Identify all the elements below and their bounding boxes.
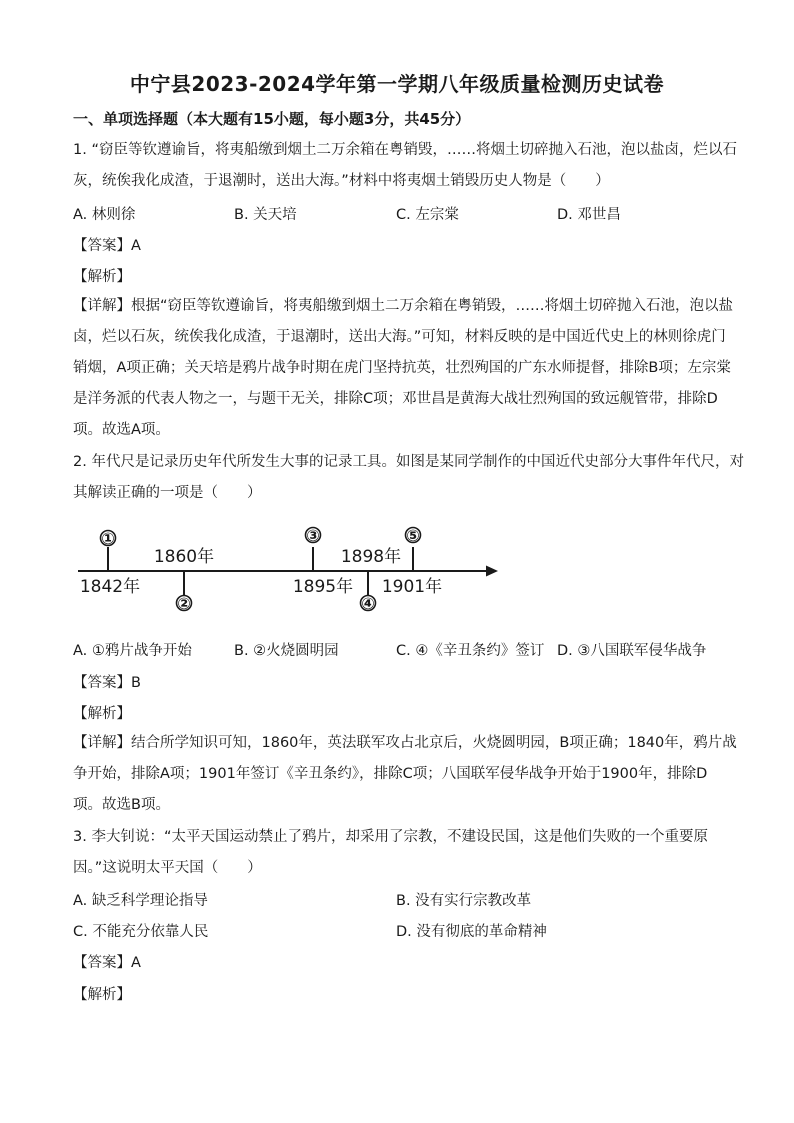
q3-option-d: D. 没有彻底的革命精神 bbox=[396, 924, 547, 940]
question-3-line-1: 3. 李大钊说：“太平天国运动禁止了鸦片，却采用了宗教，不建设民国，这是他们失败的一个重要原 bbox=[73, 829, 708, 845]
year-label-1842: 1842年 bbox=[79, 577, 141, 597]
q2-detail-line-3: 项。故选B项。 bbox=[73, 797, 170, 813]
q2-detail-line-2: 争开始，排除A项；1901年签订《辛丑条约》，排除C项；八国联军侵华战争开始于1900年，排除D bbox=[73, 766, 708, 782]
q1-option-d: D. 邓世昌 bbox=[557, 207, 621, 223]
answer-value: B bbox=[131, 675, 141, 691]
q2-option-c: C. ④《辛丑条约》签订 bbox=[396, 643, 545, 659]
q1-detail-line-2: 卤，烂以石灰，统俟我化成渣，于退潮时，送出大海。”可知，材料反映的是中国近代史上的林则徐虎门 bbox=[73, 329, 726, 345]
detail-text: 根据“窃臣等钦遵谕旨，将夷船缴到烟土二万余箱在粤销毁，……将烟土切碎抛入石池，泡以盐 bbox=[131, 298, 734, 314]
detail-label: 【详解】 bbox=[73, 298, 131, 314]
page-title: 中宁县2023-2024学年第一学期八年级质量检测历史试卷 bbox=[129, 72, 665, 96]
answer-value: A bbox=[131, 955, 141, 971]
q1-detail-line-4: 是洋务派的代表人物之一，与题干无关，排除C项；邓世昌是黄海大战壮烈殉国的致远舰管带，排除D bbox=[73, 391, 718, 407]
q1-detail-line-1 bbox=[73, 296, 733, 316]
question-2-line-1: 2. 年代尺是记录历史年代所发生大事的记录工具。如图是某同学制作的中国近代史部分大事件年代尺，对 bbox=[73, 454, 744, 470]
q1-detail-line-3: 销烟，A项正确；关天培是鸦片战争时期在虎门坚持抗英，壮烈殉国的广东水师提督，排除B项；左宗棠 bbox=[73, 360, 731, 376]
question-2-line-2: 其解读正确的一项是（ ） bbox=[73, 485, 262, 501]
question-1-line-2: 灰，统俟我化成渣，于退潮时，送出大海。”材料中将夷烟土销毁历史人物是（ ） bbox=[73, 173, 610, 189]
marker-4: ④ bbox=[361, 594, 375, 613]
q3-option-c: C. 不能充分依靠人民 bbox=[73, 924, 209, 940]
year-label-1860: 1860年 bbox=[153, 547, 215, 567]
answer-label: 【答案】 bbox=[73, 955, 131, 971]
marker-3: ③ bbox=[306, 526, 320, 545]
q2-option-d: D. ③八国联军侵华战争 bbox=[557, 643, 707, 659]
section-heading: 一、单项选择题（本大题有15小题，每小题3分，共45分） bbox=[73, 110, 471, 128]
question-3-line-2: 因。”这说明太平天国（ ） bbox=[73, 860, 262, 876]
q1-option-b: B. 关天培 bbox=[234, 207, 297, 223]
timeline-arrow-icon bbox=[486, 566, 498, 577]
q3-option-a: A. 缺乏科学理论指导 bbox=[73, 893, 208, 909]
year-label-1901: 1901年 bbox=[381, 577, 443, 597]
q2-analysis-label: 【解析】 bbox=[73, 706, 131, 722]
year-label-1898: 1898年 bbox=[340, 547, 402, 567]
q3-answer bbox=[73, 951, 141, 972]
detail-text: 结合所学知识可知，1860年，英法联军攻占北京后，火烧圆明园，B项正确；1840年，鸦片战 bbox=[131, 735, 737, 751]
q2-detail-line-1 bbox=[73, 733, 737, 753]
q1-option-c: C. 左宗棠 bbox=[396, 207, 459, 223]
q1-answer bbox=[73, 234, 141, 255]
marker-5: ⑤ bbox=[406, 526, 420, 545]
answer-label: 【答案】 bbox=[73, 675, 131, 691]
q2-option-a: A. ①鸦片战争开始 bbox=[73, 643, 192, 659]
year-label-1895: 1895年 bbox=[292, 577, 354, 597]
timeline-figure bbox=[70, 520, 510, 620]
marker-2: ② bbox=[177, 594, 191, 613]
answer-value: A bbox=[131, 238, 141, 254]
q2-answer bbox=[73, 671, 141, 692]
answer-label: 【答案】 bbox=[73, 238, 131, 254]
q3-option-b: B. 没有实行宗教改革 bbox=[396, 893, 532, 909]
q2-option-b: B. ②火烧圆明园 bbox=[234, 643, 339, 659]
q1-analysis-label: 【解析】 bbox=[73, 269, 131, 285]
q3-analysis-label: 【解析】 bbox=[73, 987, 131, 1003]
question-1-line-1: 1. “窃臣等钦遵谕旨，将夷船缴到烟土二万余箱在粤销毁，……将烟土切碎抛入石池，泡以盐卤，烂以石 bbox=[73, 142, 737, 158]
q1-detail-line-5: 项。故选A项。 bbox=[73, 422, 170, 438]
detail-label: 【详解】 bbox=[73, 735, 131, 751]
q1-option-a: A. 林则徐 bbox=[73, 207, 136, 223]
marker-1: ① bbox=[101, 529, 115, 548]
